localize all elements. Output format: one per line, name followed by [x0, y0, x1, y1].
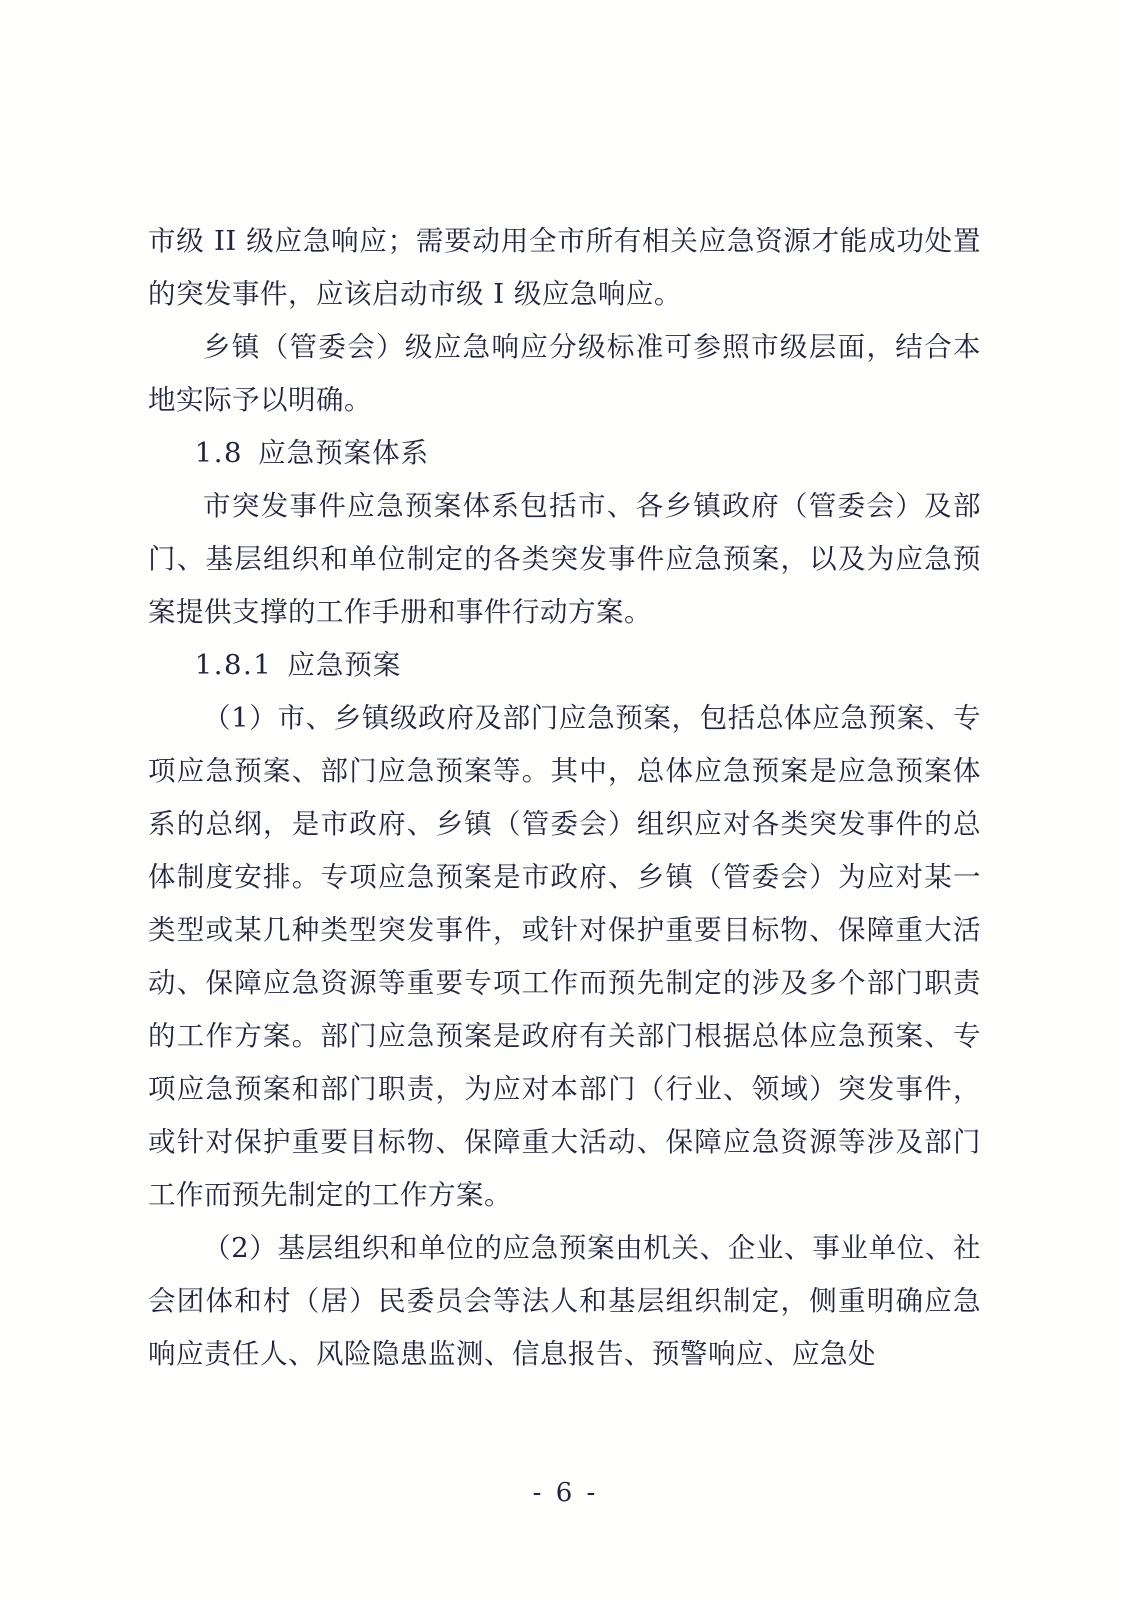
heading-1-8-number: 1.8 [194, 437, 243, 469]
paragraph-township-standard: 乡镇（管委会）级应急响应分级标准可参照市级层面，结合本地实际予以明确。 [148, 331, 981, 416]
paragraph-response-levels: 市级 II 级应急响应；需要动用全市所有相关应急资源才能成功处置的突发事件，应该启动市级 I 级应急响应。 [148, 225, 981, 310]
heading-1-8-title: 应急预案体系 [258, 437, 430, 469]
heading-1-8-1-title: 应急预案 [287, 649, 402, 681]
paragraph-plan-system: 市突发事件应急预案体系包括市、各乡镇政府（管委会）及部门、基层组织和单位制定的各类突发事件应急预案，以及为应急预案提供支撑的工作手册和事件行动方案。 [148, 490, 981, 628]
heading-1-8 [148, 427, 981, 480]
paragraph-item-2: （2）基层组织和单位的应急预案由机关、企业、事业单位、社会团体和村（居）民委员会等法人和基层组织制定，侧重明确应急响应责任人、风险隐患监测、信息报告、预警响应、应急处 [148, 1232, 981, 1370]
page-number: - 6 - [532, 1478, 599, 1508]
heading-1-8-1 [148, 639, 981, 692]
paragraph-item-1: （1）市、乡镇级政府及部门应急预案，包括总体应急预案、专项应急预案、部门应急预案等。其中，总体应急预案是应急预案体系的总纲，是市政府、乡镇（管委会）组织应对各类突发事件的总体制度安排。专项应急预案是市政府、乡镇（管委会）为应对某一类型或某几种类型突发事件，或针对保护重要目标物、保障重大活动、保障应急资源等重要专项工作而预先制定的涉及多个部门职责的工作方案。部门应急预案是政府有关部门根据总体应急预案、专项应急预案和部门职责，为应对本部门（行业、领域）突发事件，或针对保护重要目标物、保障重大活动、保障应急资源等涉及部门工作而预先制定的工作方案。 [148, 702, 981, 1211]
heading-1-8-1-number: 1.8.1 [194, 649, 273, 681]
document-body [148, 215, 981, 1381]
